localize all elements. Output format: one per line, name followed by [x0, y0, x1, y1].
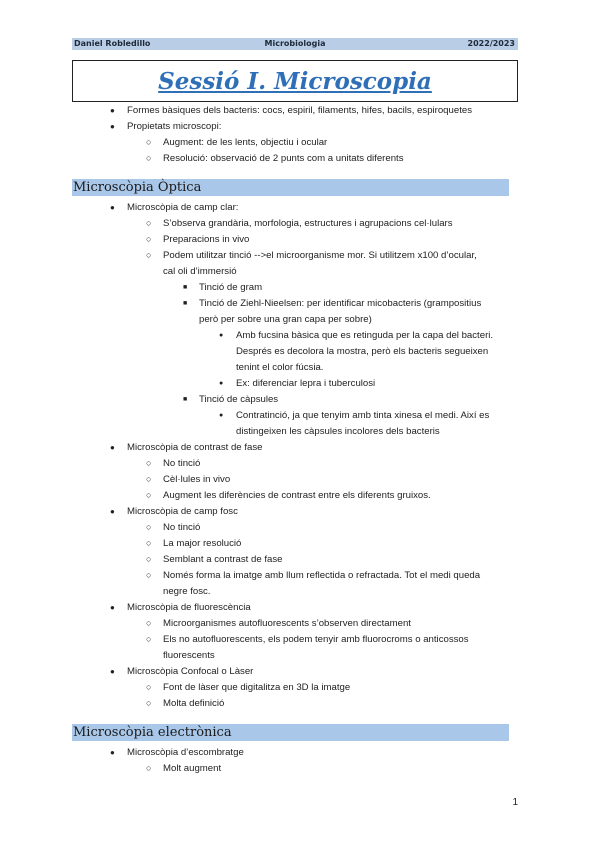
list-item: No tinció	[163, 458, 201, 469]
header-author: Daniel Robledillo	[74, 39, 151, 48]
list-item: Microorganismes autofluorescents s’observen directament	[163, 618, 411, 629]
list-item-continuation: Després es decolora la mostra, però els bacteris segueixen	[236, 346, 489, 357]
header-subject: Microbiologia	[264, 39, 326, 48]
circle-bullet-icon: ○	[146, 618, 152, 628]
list-item: Cèl·lules in vivo	[163, 474, 231, 485]
circle-bullet-icon: ○	[146, 218, 152, 228]
list-item: Ex: diferenciar lepra i tuberculosi	[236, 378, 376, 389]
bullet-icon: ●	[110, 667, 115, 676]
title-box	[72, 60, 518, 102]
list-item: Augment: de les lents, objectiu i ocular	[163, 137, 328, 148]
list-item-continuation: distingeixen les càpsules incolores dels bacteris	[236, 426, 440, 437]
list-item: Microscòpia d’escombratge	[127, 747, 244, 758]
list-item: Contratinció, ja que tenyim amb tinta xinesa el medi. Així es	[236, 410, 490, 421]
section-heading-electronica: Microscòpia electrònica	[72, 724, 509, 741]
list-item: Augment les diferències de contrast entre els diferents gruixos.	[163, 490, 431, 501]
list-item: S’observa grandària, morfologia, estructures i agrupacions cel·lulars	[163, 218, 453, 229]
list-item-continuation: però per sobre una gran capa per sobre)	[199, 314, 372, 325]
list-item: Semblant a contrast de fase	[163, 554, 283, 565]
list-item-continuation: cal oli d’immersió	[163, 266, 237, 277]
circle-bullet-icon: ○	[146, 490, 152, 500]
list-item: Els no autofluorescents, els podem tenyir amb fluorocroms o anticossos	[163, 634, 469, 645]
circle-bullet-icon: ○	[146, 234, 152, 244]
list-item: La major resolució	[163, 538, 242, 549]
circle-bullet-icon: ○	[146, 538, 152, 548]
circle-bullet-icon: ○	[146, 474, 152, 484]
list-item: Només forma la imatge amb llum reflectida o refractada. Tot el medi queda	[163, 570, 481, 581]
circle-bullet-icon: ○	[146, 153, 152, 163]
circle-bullet-icon: ○	[146, 522, 152, 532]
bullet-icon: ●	[110, 122, 115, 131]
square-bullet-icon: ■	[183, 300, 188, 307]
list-item: Microscòpia de fluorescència	[127, 602, 251, 613]
list-item: Font de làser que digitalitza en 3D la imatge	[163, 682, 351, 693]
bullet-icon: ●	[219, 412, 224, 419]
list-item-continuation: negre fosc.	[163, 586, 211, 597]
list-item: Microscòpia de contrast de fase	[127, 442, 263, 453]
circle-bullet-icon: ○	[146, 634, 152, 644]
bullet-icon: ●	[110, 748, 115, 757]
circle-bullet-icon: ○	[146, 698, 152, 708]
list-item: No tinció	[163, 522, 201, 533]
bullet-icon: ●	[219, 332, 224, 339]
list-item: Microscòpia de camp clar:	[127, 202, 239, 213]
bullet-icon: ●	[110, 106, 115, 115]
bullet-icon: ●	[219, 380, 224, 387]
list-item: Microscòpia de camp fosc	[127, 506, 238, 517]
circle-bullet-icon: ○	[146, 763, 152, 773]
running-header	[72, 38, 518, 50]
list-item-continuation: fluorescents	[163, 650, 215, 661]
circle-bullet-icon: ○	[146, 554, 152, 564]
list-item: Tinció de càpsules	[199, 394, 279, 405]
circle-bullet-icon: ○	[146, 250, 152, 260]
bullet-icon: ●	[110, 443, 115, 452]
list-item: Podem utilitzar tinció -->el microorganisme mor. Si utilitzem x100 d’ocular,	[163, 250, 477, 261]
page-number: 1	[512, 797, 518, 808]
section-heading-optica: Microscòpia Òptica	[72, 179, 509, 196]
circle-bullet-icon: ○	[146, 458, 152, 468]
page-title: Sessió I. Microscopia	[158, 67, 432, 95]
list-item: Microscòpia Confocal o Làser	[127, 666, 254, 677]
list-item: Preparacions in vivo	[163, 234, 250, 245]
circle-bullet-icon: ○	[146, 570, 152, 580]
square-bullet-icon: ■	[183, 396, 188, 403]
list-item: Molt augment	[163, 763, 222, 774]
bullet-icon: ●	[110, 603, 115, 612]
list-item-continuation: tenint el color fúcsia.	[236, 362, 324, 373]
square-bullet-icon: ■	[183, 284, 188, 291]
list-item: Tinció de Ziehl-Nieelsen: per identificar micobacteris (grampositius	[199, 298, 482, 309]
list-item: Tinció de gram	[199, 282, 263, 293]
bullet-icon: ●	[110, 507, 115, 516]
circle-bullet-icon: ○	[146, 682, 152, 692]
list-item: Amb fucsina bàsica que es retinguda per la capa del bacteri.	[236, 330, 494, 341]
circle-bullet-icon: ○	[146, 137, 152, 147]
header-year: 2022/2023	[467, 39, 515, 48]
list-item: Resolució: observació de 2 punts com a unitats diferents	[163, 153, 404, 164]
list-item: Propietats microscopi:	[127, 121, 222, 132]
bullet-icon: ●	[110, 203, 115, 212]
list-item: Formes bàsiques dels bacteris: cocs, espiril, filaments, hifes, bacils, espiroquetes	[127, 105, 472, 116]
list-item: Molta definició	[163, 698, 225, 709]
